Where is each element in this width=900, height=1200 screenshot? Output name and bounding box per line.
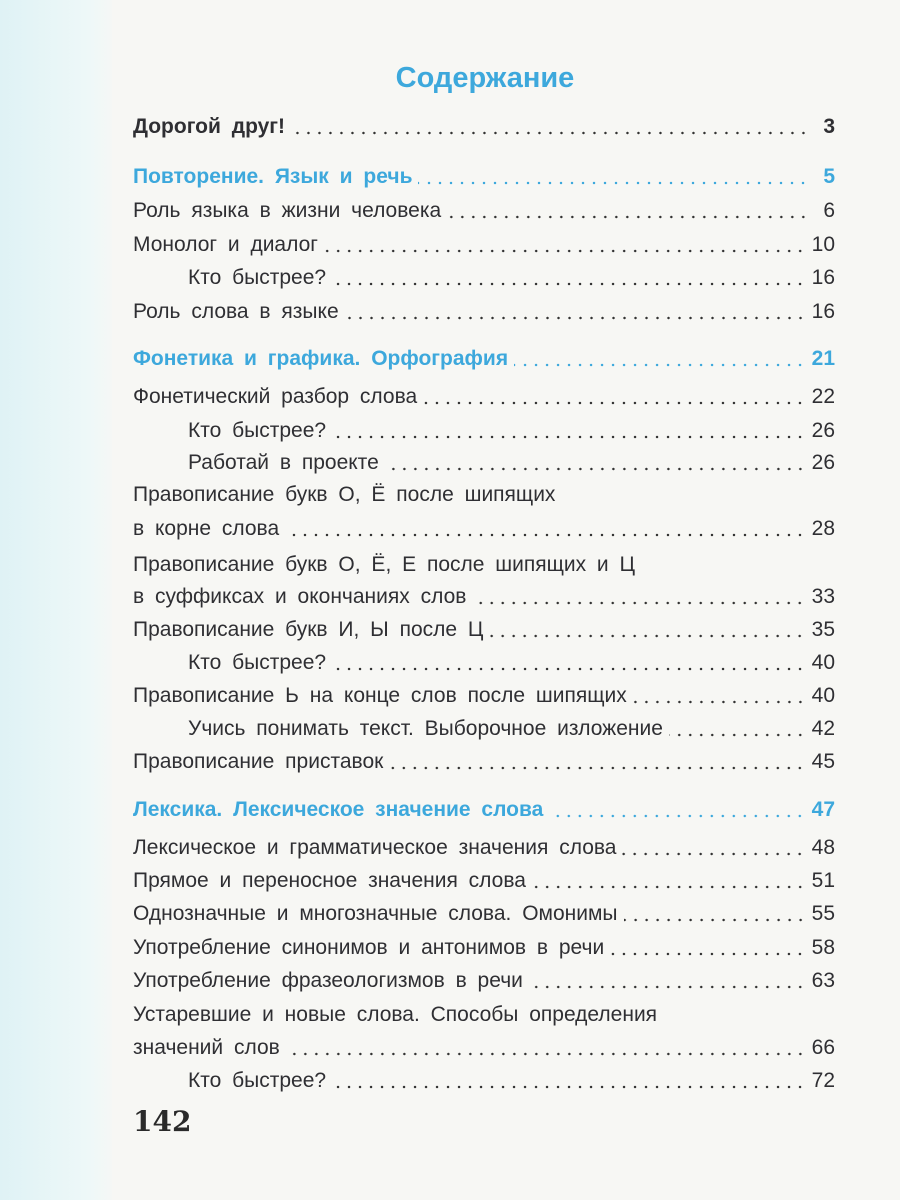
toc-entry-page: 40 bbox=[811, 651, 835, 674]
toc-entry-page: 26 bbox=[811, 419, 835, 442]
toc-entry bbox=[133, 745, 835, 775]
toc-entry-page: 48 bbox=[811, 836, 835, 859]
toc-entry-title: Прямое и переносное значения слова bbox=[133, 869, 526, 892]
toc-entry-page: 45 bbox=[811, 750, 835, 773]
toc-entry bbox=[133, 897, 835, 927]
toc-entry bbox=[133, 194, 835, 224]
dot-leader bbox=[633, 700, 806, 704]
toc-entry-page: 22 bbox=[811, 385, 835, 408]
dot-leader bbox=[332, 667, 806, 671]
toc-entry bbox=[133, 580, 835, 610]
dot-leader bbox=[472, 601, 805, 605]
toc-entry-title: Кто быстрее? bbox=[188, 266, 327, 289]
toc-entry-title: в корне слова bbox=[133, 517, 280, 540]
toc-entry bbox=[133, 478, 835, 508]
toc-entry-page: 66 bbox=[811, 1036, 835, 1059]
toc-entry bbox=[133, 228, 835, 258]
dot-leader bbox=[610, 952, 805, 956]
toc-entry-title: Устаревшие и новые слова. Способы определения bbox=[133, 1003, 658, 1026]
toc-entry-page: 3 bbox=[823, 115, 835, 138]
toc-entry bbox=[188, 446, 835, 476]
toc-entry-page: 63 bbox=[811, 969, 835, 992]
dot-leader bbox=[286, 1052, 806, 1056]
toc-entry bbox=[133, 931, 835, 961]
toc-entry-title: Повторение. Язык и речь bbox=[133, 165, 413, 188]
toc-entry-title: Правописание Ь на конце слов после шипящих bbox=[133, 684, 627, 707]
toc-entry bbox=[188, 414, 835, 444]
toc-entry-title: Кто быстрее? bbox=[188, 1069, 327, 1092]
toc-entry-page: 55 bbox=[811, 902, 835, 925]
toc-entry-page: 72 bbox=[811, 1069, 835, 1092]
dot-leader bbox=[669, 733, 806, 737]
toc-entry-page: 16 bbox=[811, 300, 835, 323]
dot-leader bbox=[332, 435, 806, 439]
dot-leader bbox=[332, 282, 806, 286]
toc-entry-title: Учись понимать текст. Выборочное изложение bbox=[188, 717, 663, 740]
toc-entry-title: Употребление синонимов и антонимов в речи bbox=[133, 936, 605, 959]
toc-entry-page: 21 bbox=[811, 347, 835, 370]
toc-entry-title: Однозначные и многозначные слова. Омонимы bbox=[133, 902, 618, 925]
toc-entry-page: 10 bbox=[811, 233, 835, 256]
toc-section-heading bbox=[133, 160, 835, 190]
dot-leader bbox=[324, 249, 806, 253]
toc-entry-title: Правописание букв И, Ы после Ц bbox=[133, 618, 484, 641]
toc-entry-page: 33 bbox=[811, 585, 835, 608]
toc-entry bbox=[133, 512, 835, 542]
toc-entry-title: Кто быстрее? bbox=[188, 651, 327, 674]
toc-entry-page: 40 bbox=[811, 684, 835, 707]
page-title: Содержание bbox=[395, 62, 575, 94]
toc-entry bbox=[188, 1064, 835, 1094]
toc-entry-title: Кто быстрее? bbox=[188, 419, 327, 442]
toc-entry-page: 47 bbox=[811, 798, 835, 821]
dot-leader bbox=[489, 634, 805, 638]
toc-entry-title: Правописание букв О, Ё, Е после шипящих и Ц bbox=[133, 553, 636, 576]
toc-entry bbox=[133, 1031, 835, 1061]
toc-entry-page: 51 bbox=[811, 869, 835, 892]
toc-section-heading bbox=[133, 793, 835, 823]
toc-entry bbox=[133, 964, 835, 994]
dot-leader bbox=[624, 918, 806, 922]
toc-entry bbox=[133, 864, 835, 894]
toc-entry-title: Фонетический разбор слова bbox=[133, 385, 418, 408]
toc-entry-page: 26 bbox=[811, 451, 835, 474]
dot-leader bbox=[423, 401, 805, 405]
toc-entry-page: 16 bbox=[811, 266, 835, 289]
dot-leader bbox=[447, 215, 809, 219]
toc-entry bbox=[188, 712, 835, 742]
toc-section-heading bbox=[133, 342, 835, 372]
toc-entry-page: 35 bbox=[811, 618, 835, 641]
dot-leader bbox=[332, 1085, 806, 1089]
toc-entry bbox=[133, 998, 835, 1028]
dot-leader bbox=[418, 181, 809, 185]
dot-leader bbox=[622, 852, 805, 856]
toc-entry-title: Работай в проекте bbox=[188, 451, 379, 474]
toc-entry bbox=[133, 548, 835, 578]
toc-entry-page: 5 bbox=[823, 165, 835, 188]
toc-entry bbox=[188, 261, 835, 291]
toc-entry-title: значений слов bbox=[133, 1036, 280, 1059]
toc-entry bbox=[133, 295, 835, 325]
toc-entry-title: в суффиксах и окончаниях слов bbox=[133, 585, 467, 608]
toc-entry-title: Правописание приставок bbox=[133, 750, 384, 773]
page-edge-shadow bbox=[0, 0, 112, 1200]
toc-entry-title: Лексическое и грамматическое значения слова bbox=[133, 836, 617, 859]
dot-leader bbox=[532, 885, 806, 889]
dot-leader bbox=[389, 766, 805, 770]
toc-entry-title: Роль слова в языке bbox=[133, 300, 339, 323]
toc-entry bbox=[133, 613, 835, 643]
toc-entry-title: Монолог и диалог bbox=[133, 233, 318, 256]
dot-leader bbox=[291, 131, 809, 135]
toc-entry-title: Употребление фразеологизмов в речи bbox=[133, 969, 523, 992]
dot-leader bbox=[514, 363, 806, 367]
toc-entry-page: 28 bbox=[811, 517, 835, 540]
dot-leader bbox=[529, 985, 806, 989]
toc-entry bbox=[188, 646, 835, 676]
toc-entry bbox=[133, 831, 835, 861]
toc-entry-title: Роль языка в жизни человека bbox=[133, 199, 442, 222]
page-number: 142 bbox=[133, 1105, 192, 1138]
dot-leader bbox=[385, 467, 806, 471]
toc-entry bbox=[133, 679, 835, 709]
toc-entry bbox=[133, 380, 835, 410]
toc-entry-title: Дорогой друг! bbox=[133, 115, 286, 138]
toc-entry-page: 42 bbox=[811, 717, 835, 740]
dot-leader bbox=[285, 533, 805, 537]
toc-entry-title: Правописание букв О, Ё после шипящих bbox=[133, 483, 556, 506]
dot-leader bbox=[549, 814, 805, 818]
dot-leader bbox=[345, 316, 806, 320]
toc-entry-page: 6 bbox=[823, 199, 835, 222]
toc-entry bbox=[133, 110, 835, 140]
toc-entry-title: Фонетика и графика. Орфография bbox=[133, 347, 509, 370]
toc-entry-title: Лексика. Лексическое значение слова bbox=[133, 798, 544, 821]
toc-entry-page: 58 bbox=[811, 936, 835, 959]
